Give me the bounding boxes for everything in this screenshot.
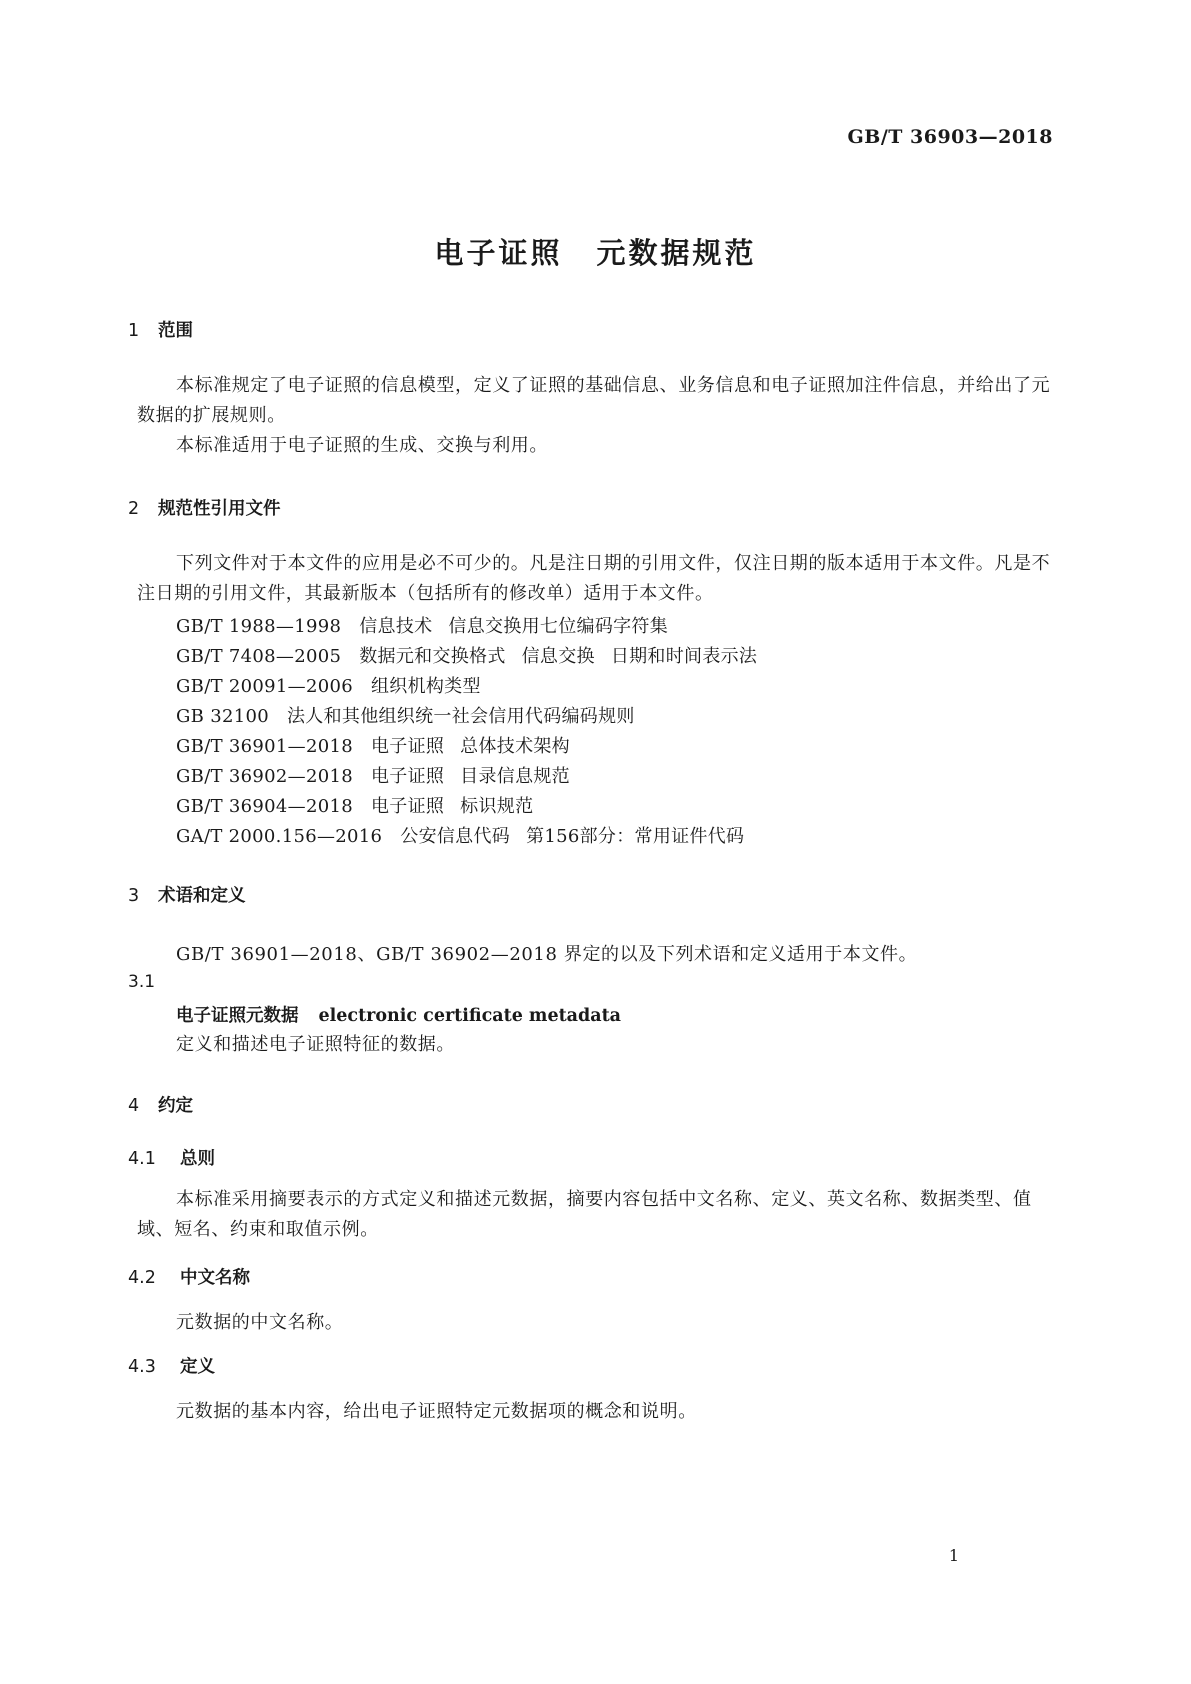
document-title — [0, 231, 1191, 272]
section-4-1-heading: 4.1 总则 — [128, 1149, 215, 1169]
section-3-heading: 3 术语和定义 — [128, 886, 246, 906]
section-4-1-paragraph: 本标准采用摘要表示的方式定义和描述元数据，摘要内容包括中文名称、定义、英文名称、数据类型、值域、短名、约束和取值示例。 — [137, 1189, 1032, 1240]
reference-item: GB/T 36904—2018 电子证照 标识规范 — [176, 796, 534, 817]
section-1-paragraph-2: 本标准适用于电子证照的生成、交换与利用。 — [176, 435, 548, 456]
section-2-heading: 2 规范性引用文件 — [128, 499, 281, 519]
term-definition: 定义和描述电子证照特征的数据。 — [176, 1034, 455, 1055]
section-4-3-paragraph: 元数据的基本内容，给出电子证照特定元数据项的概念和说明。 — [176, 1401, 697, 1422]
section-2-paragraph: 下列文件对于本文件的应用是必不可少的。凡是注日期的引用文件，仅注日期的版本适用于本文件。凡是不注日期的引用文件，其最新版本（包括所有的修改单）适用于本文件。 — [137, 553, 1051, 604]
section-4-2-paragraph: 元数据的中文名称。 — [176, 1312, 344, 1333]
title-part-2: 元数据规范 — [596, 236, 757, 270]
section-4-3-heading: 4.3 定义 — [128, 1357, 215, 1377]
standard-code: GB/T 36903—2018 — [847, 126, 1053, 148]
page-number: 1 — [948, 1546, 959, 1565]
term-english: electronic certificate metadata — [318, 1006, 622, 1026]
reference-item: GA/T 2000.156—2016 公安信息代码 第156部分：常用证件代码 — [176, 826, 745, 847]
title-part-1: 电子证照 — [434, 236, 563, 270]
reference-item: GB/T 36901—2018 电子证照 总体技术架构 — [176, 736, 570, 757]
section-3-paragraph: GB/T 36901—2018、GB/T 36902—2018 界定的以及下列术语和定义适用于本文件。 — [176, 944, 918, 965]
section-4-2-heading: 4.2 中文名称 — [128, 1268, 250, 1288]
reference-item: GB/T 1988—1998 信息技术 信息交换用七位编码字符集 — [176, 616, 669, 637]
section-1-heading: 1 范围 — [128, 321, 193, 341]
reference-item: GB/T 36902—2018 电子证照 目录信息规范 — [176, 766, 570, 787]
term-chinese: 电子证照元数据 — [176, 1006, 299, 1026]
term-number: 3.1 — [128, 972, 156, 992]
reference-item: GB 32100 法人和其他组织统一社会信用代码编码规则 — [176, 706, 635, 727]
section-4-heading: 4 约定 — [128, 1096, 193, 1116]
reference-item: GB/T 20091—2006 组织机构类型 — [176, 676, 481, 697]
term-heading — [176, 1002, 621, 1027]
reference-item: GB/T 7408—2005 数据元和交换格式 信息交换 日期和时间表示法 — [176, 646, 758, 667]
section-1-paragraph-1: 本标准规定了电子证照的信息模型，定义了证照的基础信息、业务信息和电子证照加注件信息，并给出了元数据的扩展规则。 — [137, 375, 1051, 426]
